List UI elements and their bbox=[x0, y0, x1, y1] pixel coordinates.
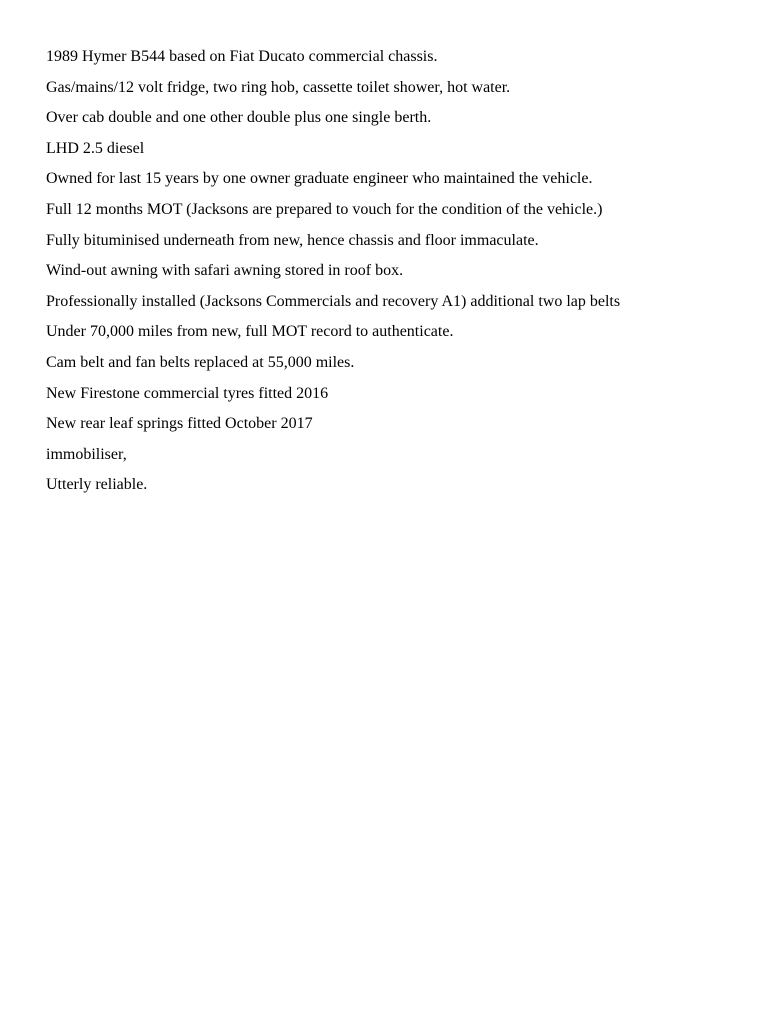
text-line: Owned for last 15 years by one owner graduate engineer who maintained the vehicle. bbox=[46, 170, 593, 188]
text-line: LHD 2.5 diesel bbox=[46, 139, 145, 157]
text-line: Professionally installed (Jacksons Commercials and recovery A1) additional two lap belts bbox=[46, 292, 621, 310]
text-line: Under 70,000 miles from new, full MOT record to authenticate. bbox=[46, 323, 454, 341]
text-line: Utterly reliable. bbox=[46, 476, 148, 494]
text-line: New Firestone commercial tyres fitted 2016 bbox=[46, 384, 329, 402]
text-line: Over cab double and one other double plus one single berth. bbox=[46, 109, 432, 127]
text-line: Fully bituminised underneath from new, hence chassis and floor immaculate. bbox=[46, 231, 539, 249]
text-line: 1989 Hymer B544 based on Fiat Ducato commercial chassis. bbox=[46, 48, 438, 65]
description-list bbox=[46, 42, 748, 501]
text-line: Full 12 months MOT (Jacksons are prepared to vouch for the condition of the vehicle.) bbox=[46, 200, 603, 218]
text-line: New rear leaf springs fitted October 2017 bbox=[46, 415, 313, 433]
text-line: Cam belt and fan belts replaced at 55,000 miles. bbox=[46, 353, 355, 371]
text-line: Gas/mains/12 volt fridge, two ring hob, cassette toilet shower, hot water. bbox=[46, 78, 511, 96]
text-line: Wind-out awning with safari awning stored in roof box. bbox=[46, 262, 404, 280]
text-line: immobiliser, bbox=[46, 445, 127, 463]
